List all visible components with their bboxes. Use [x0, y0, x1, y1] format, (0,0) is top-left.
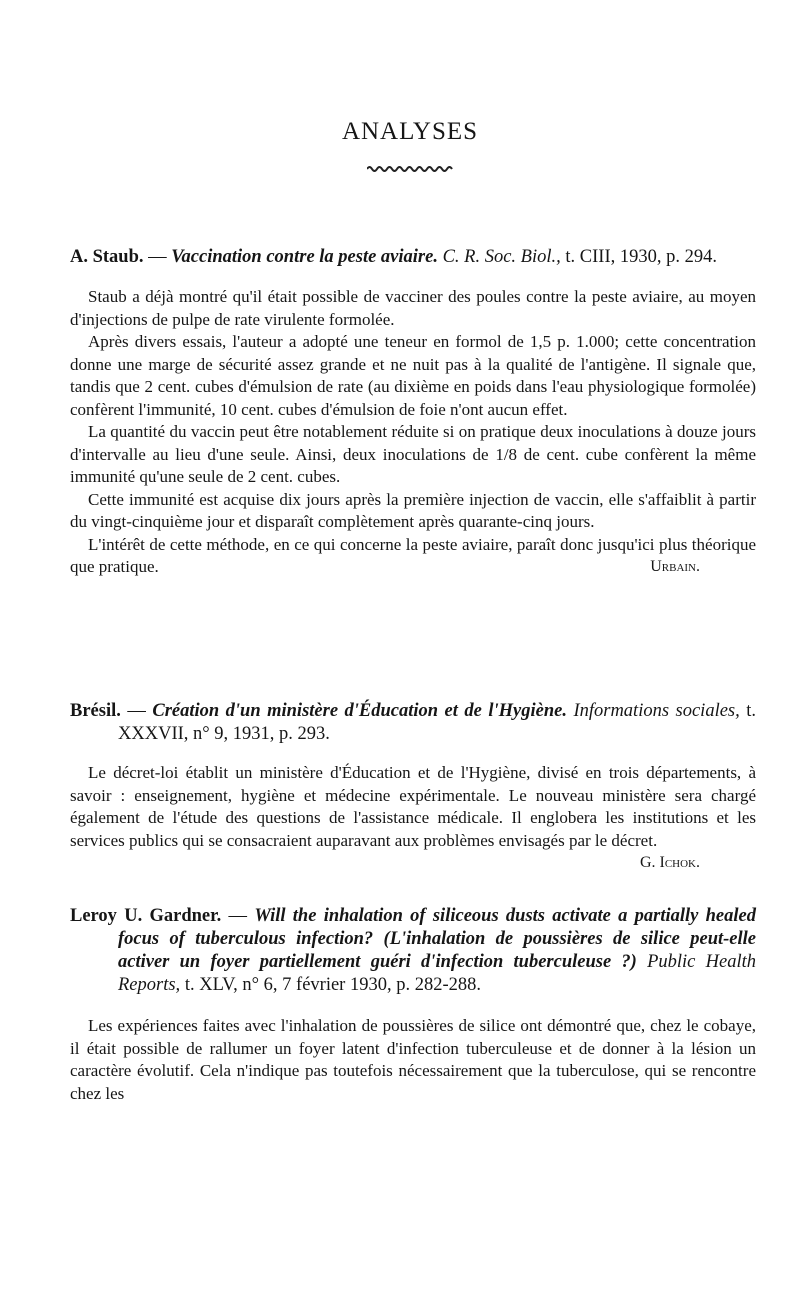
paragraph: Les expériences faites avec l'inhalation de poussières de silice ont démontré que, chez le cobaye, il était possible de rallumer un foyer latent d'infection tuberculeuse et de donner à la lésion un caractère évolutif. Cela n'indique pas toutefois nécessairement que la tuberculose, qui se rencontre chez les — [70, 1016, 756, 1103]
article-body — [70, 762, 756, 871]
paragraph: Après divers essais, l'auteur a adopté une teneur en formol de 1,5 p. 1.000; cette concentration donne une marge de sécurité assez grande et ne nuit pas à la qualité de l'antigène. Il signale que, tandis que 2 cent. cubes d'émulsion de rate (au dixième en poids dans l'eau physiologique formolée) confèrent l'immunité, 10 cent. cubes d'émulsion de foie n'ont aucun effet. — [70, 332, 756, 419]
article-heading — [70, 700, 756, 746]
article-reference: t. XXXVII, n° 9, 1931, p. 293. — [118, 701, 757, 744]
article-dash: — — [120, 701, 153, 721]
signature: G. Ichok. — [639, 854, 700, 871]
article-reference: t. XLV, n° 6, 7 février 1930, p. 282-288. — [180, 975, 481, 995]
article-body — [70, 286, 756, 579]
article-heading — [70, 246, 756, 269]
paragraph-text: Le décret-loi établit un ministère d'Éducation et de l'Hygiène, divisé en trois départements, à savoir : enseignement, hygiène et médecine expérimentale. Le nouveau ministère sera chargé également de l'étude des questions de l'assistance médicale. Il englobera les institutions et les services publics qui se consacraient auparavant aux problèmes envisagés par le décret. — [70, 763, 756, 850]
article-heading — [70, 905, 756, 997]
paragraph: Cette immunité est acquise dix jours après la première injection de vaccin, elle s'affaiblit à partir du vingt-cinquième jour et disparaît complètement après quarante-cinq jours. — [70, 489, 756, 531]
article-journal: Public Health Reports, — [118, 952, 756, 995]
paragraph — [70, 534, 756, 579]
ornament-divider — [367, 163, 453, 175]
article-body — [70, 1015, 756, 1105]
paragraph-text: L'intérêt de cette méthode, en ce qui concerne la peste aviaire, paraît donc jusqu'ici plus théorique que pratique. — [70, 534, 756, 576]
article-staub — [70, 246, 756, 579]
article-title: Création d'un ministère d'Éducation et de l'Hygiène. — [152, 701, 567, 721]
article-journal: C. R. Soc. Biol., — [437, 247, 561, 267]
article-author: Leroy U. Gardner. — [70, 906, 222, 926]
article-author: Brésil. — [70, 701, 121, 721]
paragraph: Staub a déjà montré qu'il était possible de vacciner des poules contre la peste aviaire, au moyen d'injections de pulpe de rate virulente formolée. — [70, 287, 756, 329]
article-title: Will the inhalation of siliceous dusts activate a partially healed focus of tuberculous infection? (L'inhalation de poussières de silice peut-elle activer un foyer partiellement guéri d'infection tuberculeuse ?) — [118, 906, 756, 972]
paragraph: La quantité du vaccin peut être notablement réduite si on pratique deux inoculations à douze jours d'intervalle au lieu d'une seule. Ainsi, deux inoculations de 1/8 de cent. cube confèrent la même immunité qu'une seule de 2 cent. cubes. — [70, 422, 756, 486]
article-author: A. Staub. — [70, 247, 144, 267]
article-dash: — — [143, 247, 172, 267]
signature: Urbain. — [650, 558, 700, 575]
article-dash: — — [221, 906, 255, 926]
paragraph — [70, 762, 756, 871]
article-journal: Informations sociales, — [566, 701, 740, 721]
article-title: Vaccination contre la peste aviaire. — [171, 247, 438, 267]
article-gardner — [70, 905, 756, 1105]
article-bresil — [70, 700, 756, 875]
article-reference: t. CIII, 1930, p. 294. — [560, 247, 717, 267]
page-title: ANALYSES — [341, 118, 479, 145]
